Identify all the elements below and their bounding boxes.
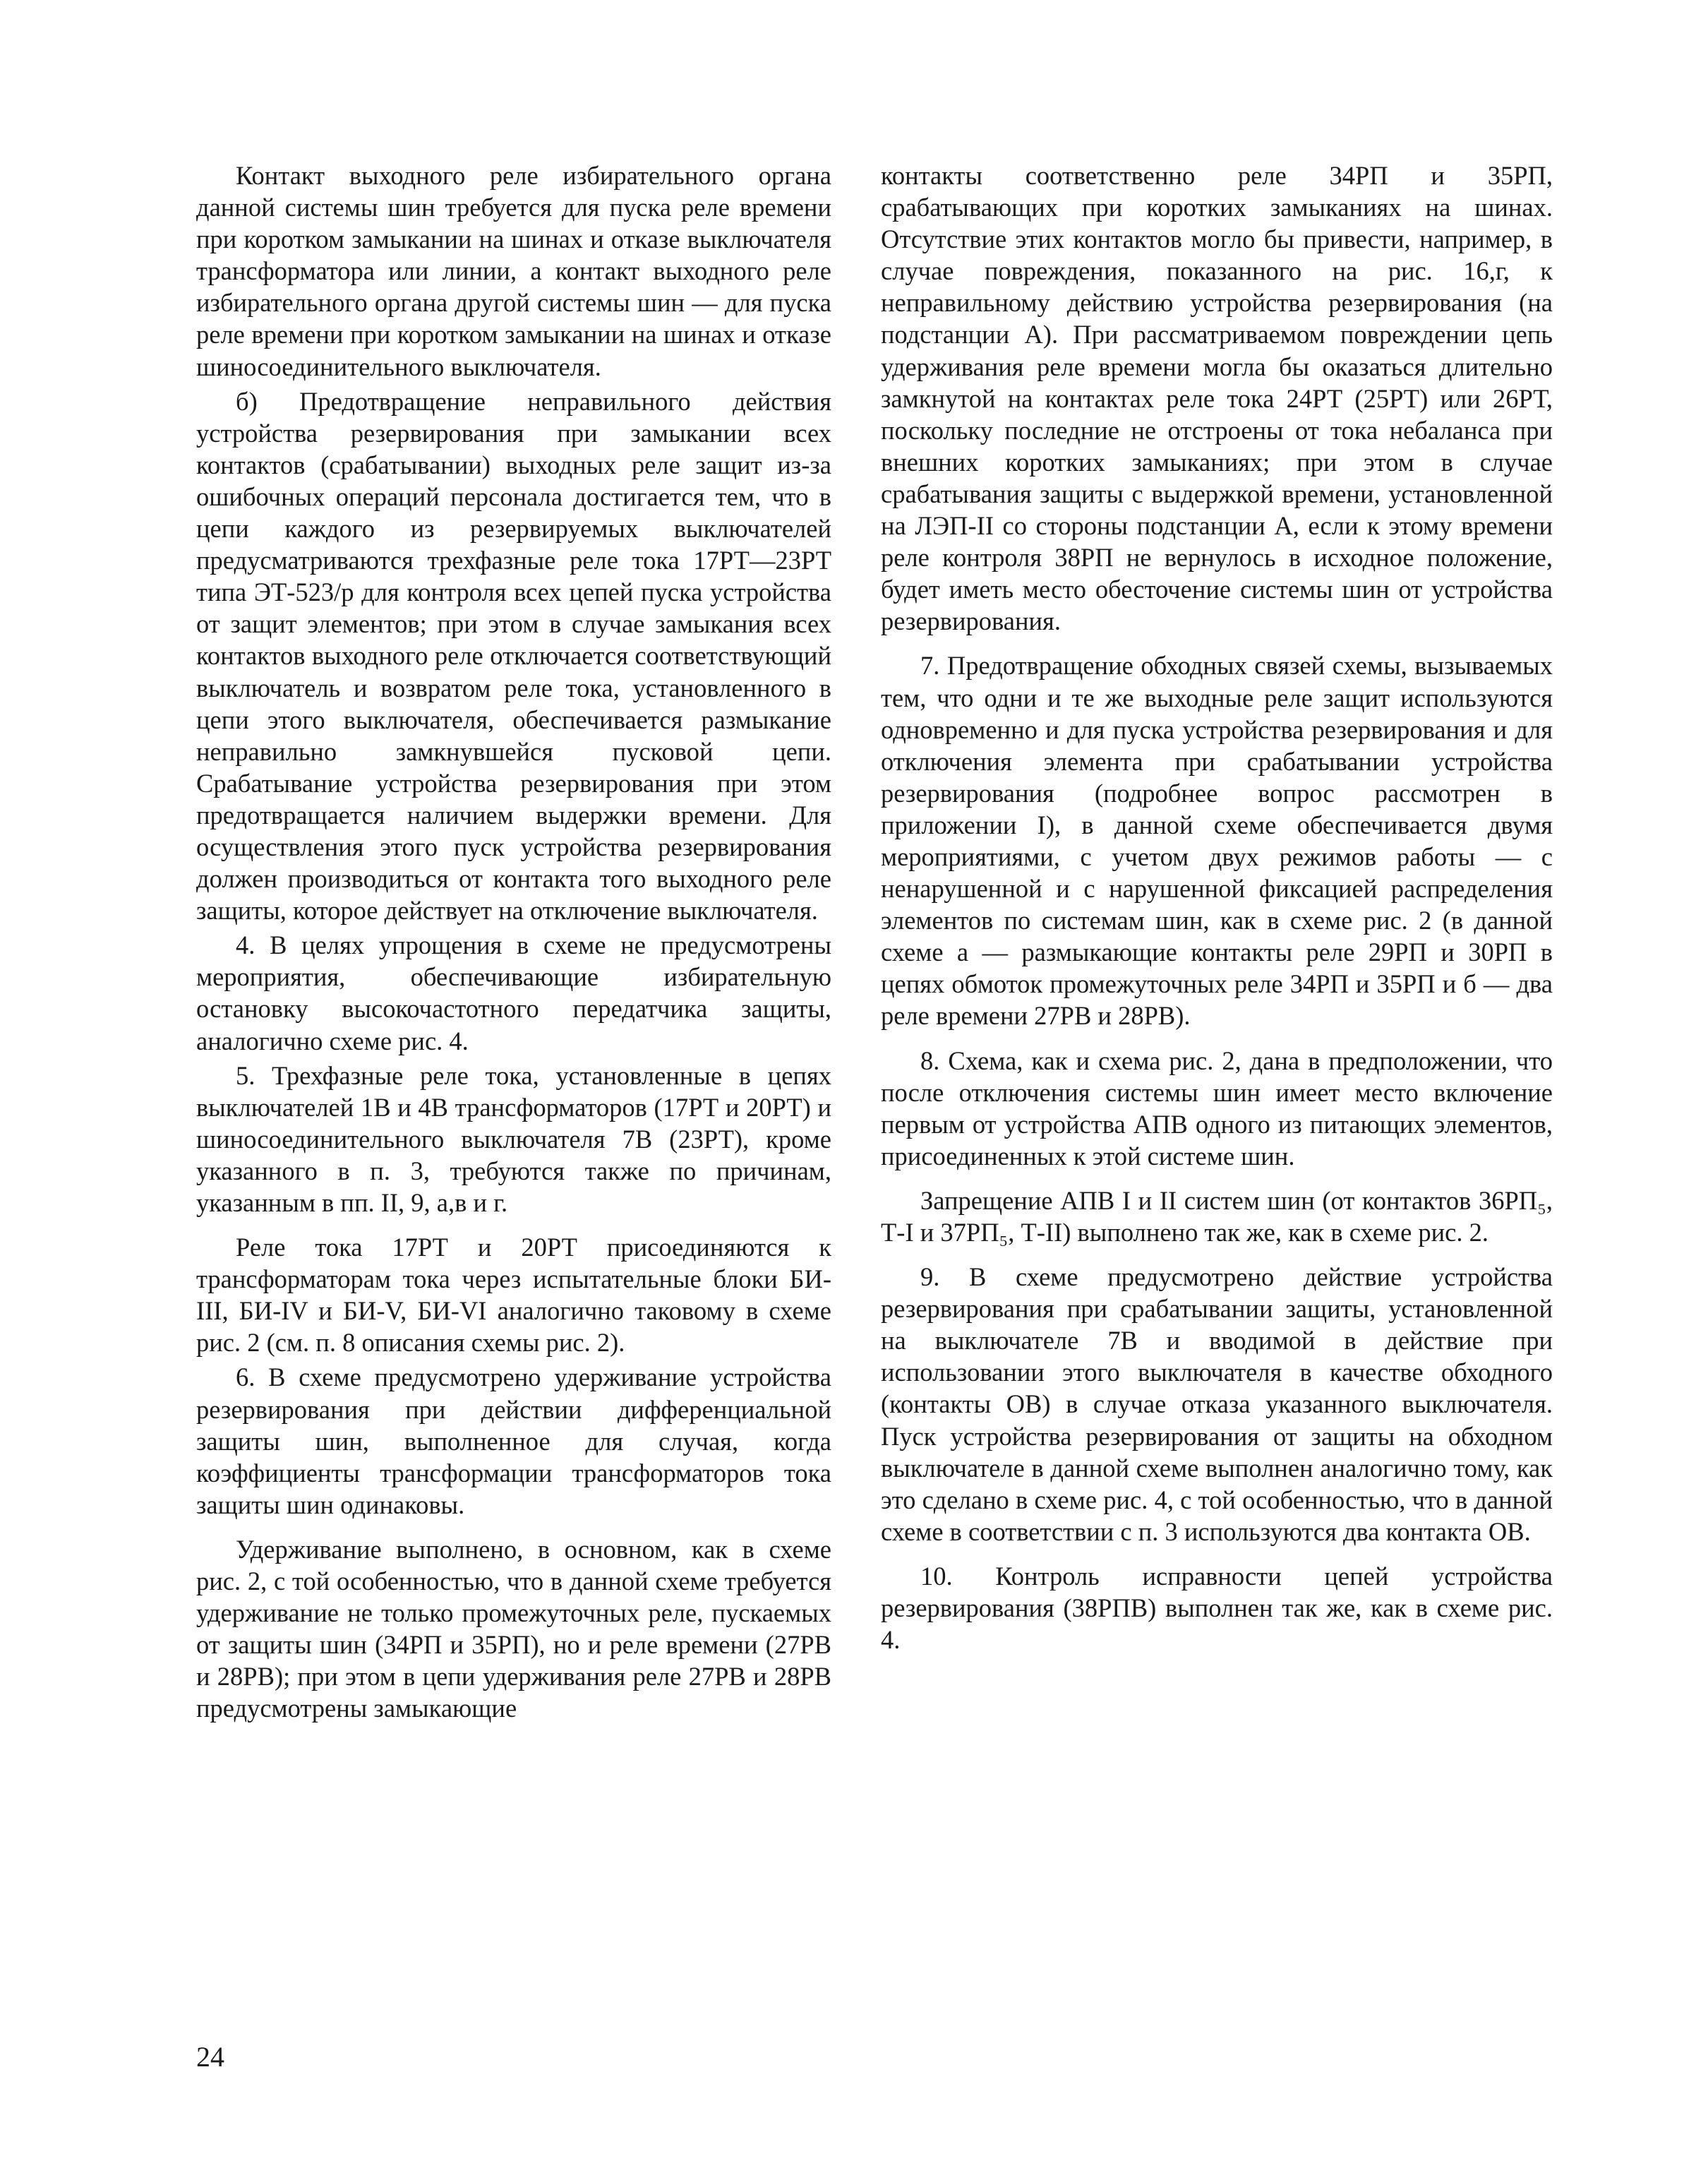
- paragraph: Контакт выходного реле избирательного органа данной системы шин требуется для пуска реле времени при коротком замыкании на шинах и отказе выключателя трансформатора или линии, а контакт выходного реле избирательного органа другой системы шин — для пуска реле времени при коротком замыкании на шинах и отказе шиносоединительного выключателя.: [196, 161, 831, 381]
- paragraph: контакты соответственно реле 34РП и 35РП, срабатывающих при коротких замыканиях на шинах. Отсутствие этих контактов могло бы привести, например, в случае повреждения, показанного на рис. 16,г, к неправильному действию устройства резервирования (на подстанции А). При рассматриваемом повреждении цепь удерживания реле времени могла бы оказаться длительно замкнутой на контактах реле тока 24РТ (25РТ) или 26РТ, поскольку последние не отстроены от тока небаланса при внешних коротких замыканиях; при этом в случае срабатывания защиты с выдержкой времени, установленной на ЛЭП-II со стороны подстанции А, если к этому времени реле контроля 38РП не вернулось в исходное положение, будет иметь место обесточение системы шин от устройства резервирования.: [881, 161, 1553, 636]
- paragraph: 7. Предотвращение обходных связей схемы, вызываемых тем, что одни и те же выходные реле защит используются одновременно и для пуска устройства резервирования и для отключения элемента при срабатывании устройства резервирования (подробнее вопрос рассмотрен в приложении I), в данной схеме обеспечивается двумя мероприятиями, с учетом двух режимов работы — с ненарушенной и с нарушенной фиксацией распределения элементов по системам шин, как в схеме рис. 2 (в данной схеме а — размыкающие контакты реле 29РП и 30РП в цепях обмоток промежуточных реле 34РП и 35РП и б — два реле времени 27РВ и 28РВ).: [881, 651, 1553, 1031]
- paragraph: Удерживание выполнено, в основном, как в схеме рис. 2, с той особенностью, что в данной схеме требуется удерживание не только промежуточных реле, пускаемых от защиты шин (34РП и 35РП), но и реле времени (27РВ и 28РВ); при этом в цепи удерживания реле 27РВ и 28РВ предусмотрены замыкающие: [196, 1534, 831, 1723]
- paragraph: 4. В целях упрощения в схеме не предусмотрены мероприятия, обеспечивающие избирательную остановку высокочастотного передатчика защиты, аналогично схеме рис. 4.: [196, 930, 831, 1055]
- paragraph: 6. В схеме предусмотрено удерживание устройства резервирования при действии дифференциальной защиты шин, выполненное для случая, когда коэффициенты трансформации трансформаторов тока защиты шин одинаковы.: [196, 1363, 831, 1519]
- paragraph: б) Предотвращение неправильного действия устройства резервирования при замыкании всех контактов (срабатывании) выходных реле защит из-за ошибочных операций персонала достигается тем, что в цепи каждого из резервируемых выключателей предусматриваются трехфазные реле тока 17РТ—23РТ типа ЭТ-523/р для контроля всех цепей пуска устройства от защит элементов; при этом в случае замыкания всех контактов выходного реле отключается соответствующий выключатель и возвратом реле тока, установленного в цепи этого выключателя, обеспечивается размыкание неправильно замкнувшейся пусковой цепи. Срабатывание устройства резервирования при этом предотвращается наличием выдержки времени. Для осуществления этого пуск устройства резервирования должен производиться от контакта того выходного реле защиты, которое действует на отключение выключателя.: [196, 386, 831, 926]
- right-column: [881, 160, 1553, 1655]
- paragraph: 10. Контроль исправности цепей устройства резервирования (38РПВ) выполнен так же, как в схеме рис. 4.: [881, 1561, 1553, 1655]
- left-column: [196, 160, 831, 1725]
- paragraph: Запрещение АПВ I и II систем шин (от контактов 36РП₅, Т-I и 37РП₅, Т-II) выполнено так же, как в схеме рис. 2.: [881, 1185, 1553, 1247]
- page-number: 24: [196, 2041, 224, 2073]
- paragraph: 8. Схема, как и схема рис. 2, дана в предположении, что после отключения системы шин имеет место включение первым от устройства АПВ одного из питающих элементов, присоединенных к этой системе шин.: [881, 1046, 1553, 1170]
- paragraph: Реле тока 17РТ и 20РТ присоединяются к трансформаторам тока через испытательные блоки БИ-III, БИ-IV и БИ-V, БИ-VI аналогично таковому в схеме рис. 2 (см. п. 8 описания схемы рис. 2).: [196, 1233, 831, 1358]
- paragraph: 9. В схеме предусмотрено действие устройства резервирования при срабатывании защиты, установленной на выключателе 7В и вводимой в действие при использовании этого выключателя в качестве обходного (контакты ОВ) в случае отказа указанного выключателя. Пуск устройства резервирования от защиты на обходном выключателе в данной схеме выполнен аналогично тому, как это сделано в схеме рис. 4, с той особенностью, что в данной схеме в соответствии с п. 3 используются два контакта ОВ.: [881, 1262, 1553, 1546]
- paragraph: 5. Трехфазные реле тока, установленные в цепях выключателей 1В и 4В трансформаторов (17РТ и 20РТ) и шиносоединительного выключателя 7В (23РТ), кроме указанного в п. 3, требуются также по причинам, указанным в пп. II, 9, а,в и г.: [196, 1060, 831, 1217]
